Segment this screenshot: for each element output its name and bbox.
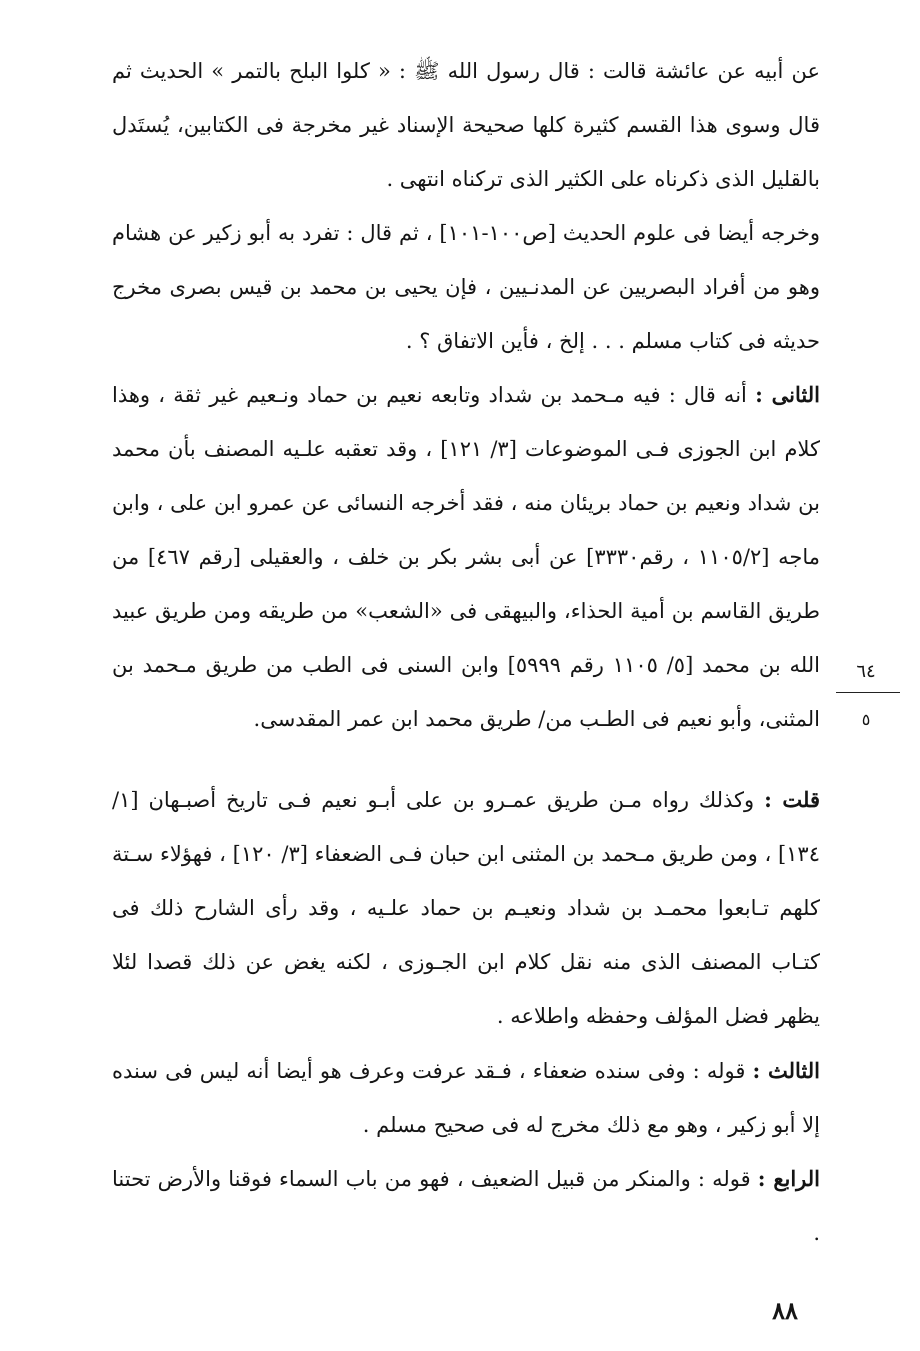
paragraph-6 — [112, 1152, 820, 1260]
margin-divider — [836, 692, 900, 693]
paragraph-4-heading: قلت : — [764, 787, 820, 812]
paragraph-6-text: قوله : والمنكر من قبيل الضعيف ، فهو من باب السماء فوقنا والأرض تحتنا . — [112, 1167, 820, 1245]
paragraph-4 — [112, 773, 820, 1043]
paragraph-1 — [112, 44, 820, 206]
paragraph-6-heading: الرابع : — [757, 1166, 820, 1191]
paragraph-1-text: عن أبيه عن عائشة قالت : قال رسول الله ﷺ : « كلوا البلح بالتمر » الحديث ثم قال وسوى هذا القسم كثيرة كلها صحيحة الإسناد غير مخرجة فى الكتابين، يُستَدل بالقليل الذى ذكرناه على الكثير الذى تركناه انتهى . — [112, 59, 820, 191]
paragraph-5 — [112, 1044, 820, 1152]
paragraph-4-text: وكذلك رواه مـن طريق عمـرو بن على أبـو نعيم فـى تاريخ أصبـهان [١/ ١٣٤] ، ومن طريق مـحمد بن المثنى ابن حبان فـى الضعفاء [٣/ ١٢٠] ، فهؤلاء سـتة كلهم تـابعوا محمـد بن شداد ونعيـم بن حماد علـيه ، وقد رأى الشارح ذلك فى كتـاب المصنف الذى منه نقل كلام ابن الجـوزى ، لكنه يغض عن ذلك قصدا لئلا يظهر فضل المؤلف وحفظه واطلاعه . — [112, 788, 820, 1028]
paragraph-5-text: قوله : وفى سنده ضعفاء ، فـقد عرفت وعرف هو أيضا أنه ليس فى سنده إلا أبو زكير ، وهو مع ذلك مخرج له فى صحيح مسلم . — [112, 1059, 820, 1137]
paragraph-5-heading: الثالث : — [752, 1058, 820, 1083]
paragraph-2-text: وخرجه أيضا فى علوم الحديث [ص١٠٠-١٠١] ، ثم قال : تفرد به أبو زكير عن هشام وهو من أفراد البصريين عن المدنـيين ، فإن يحيى بن محمد بن قيس بصرى مخرج حديثه فى كتاب مسلم . . . إلخ ، فأين الاتفاق ؟ . — [112, 221, 820, 353]
paragraph-3-heading: الثانى : — [755, 382, 820, 407]
page-number: ٨٨ — [772, 1296, 798, 1325]
margin-folio-sub: ٥ — [861, 710, 871, 729]
paragraph-3 — [112, 368, 820, 746]
margin-folio-reference: ٦٤ — [856, 661, 876, 682]
paragraph-3-text: أنه قال : فيه مـحمد بن شداد وتابعه نعيم بن حماد ونـعيم غير ثقة ، وهذا كلام ابن الجوزى فـى الموضوعات [٣/ ١٢١] ، وقد تعقبه علـيه المصنف بأن محمد بن شداد ونعيم بن حماد بريئان منه ، فقد أخرجه النسائى عن عمرو ابن على ، وابن ماجه [١١٠٥/٢ ، رقم٣٣٣٠] عن أبى بشر بكر بن خلف ، والعقيلى [رقم ٤٦٧] من طريق القاسم بن أمية الحذاء، والبيهقى فى «الشعب» من طريقه ومن طريق عبيد الله بن محمد [٥/ ١١٠٥ رقم ٥٩٩٩] وابن السنى فى الطب من طريق مـحمد بن المثنى، وأبو نعيم فى الطـب من/ طريق محمد ابن عمر المقدسى. — [112, 383, 821, 731]
paragraph-2 — [112, 206, 820, 368]
